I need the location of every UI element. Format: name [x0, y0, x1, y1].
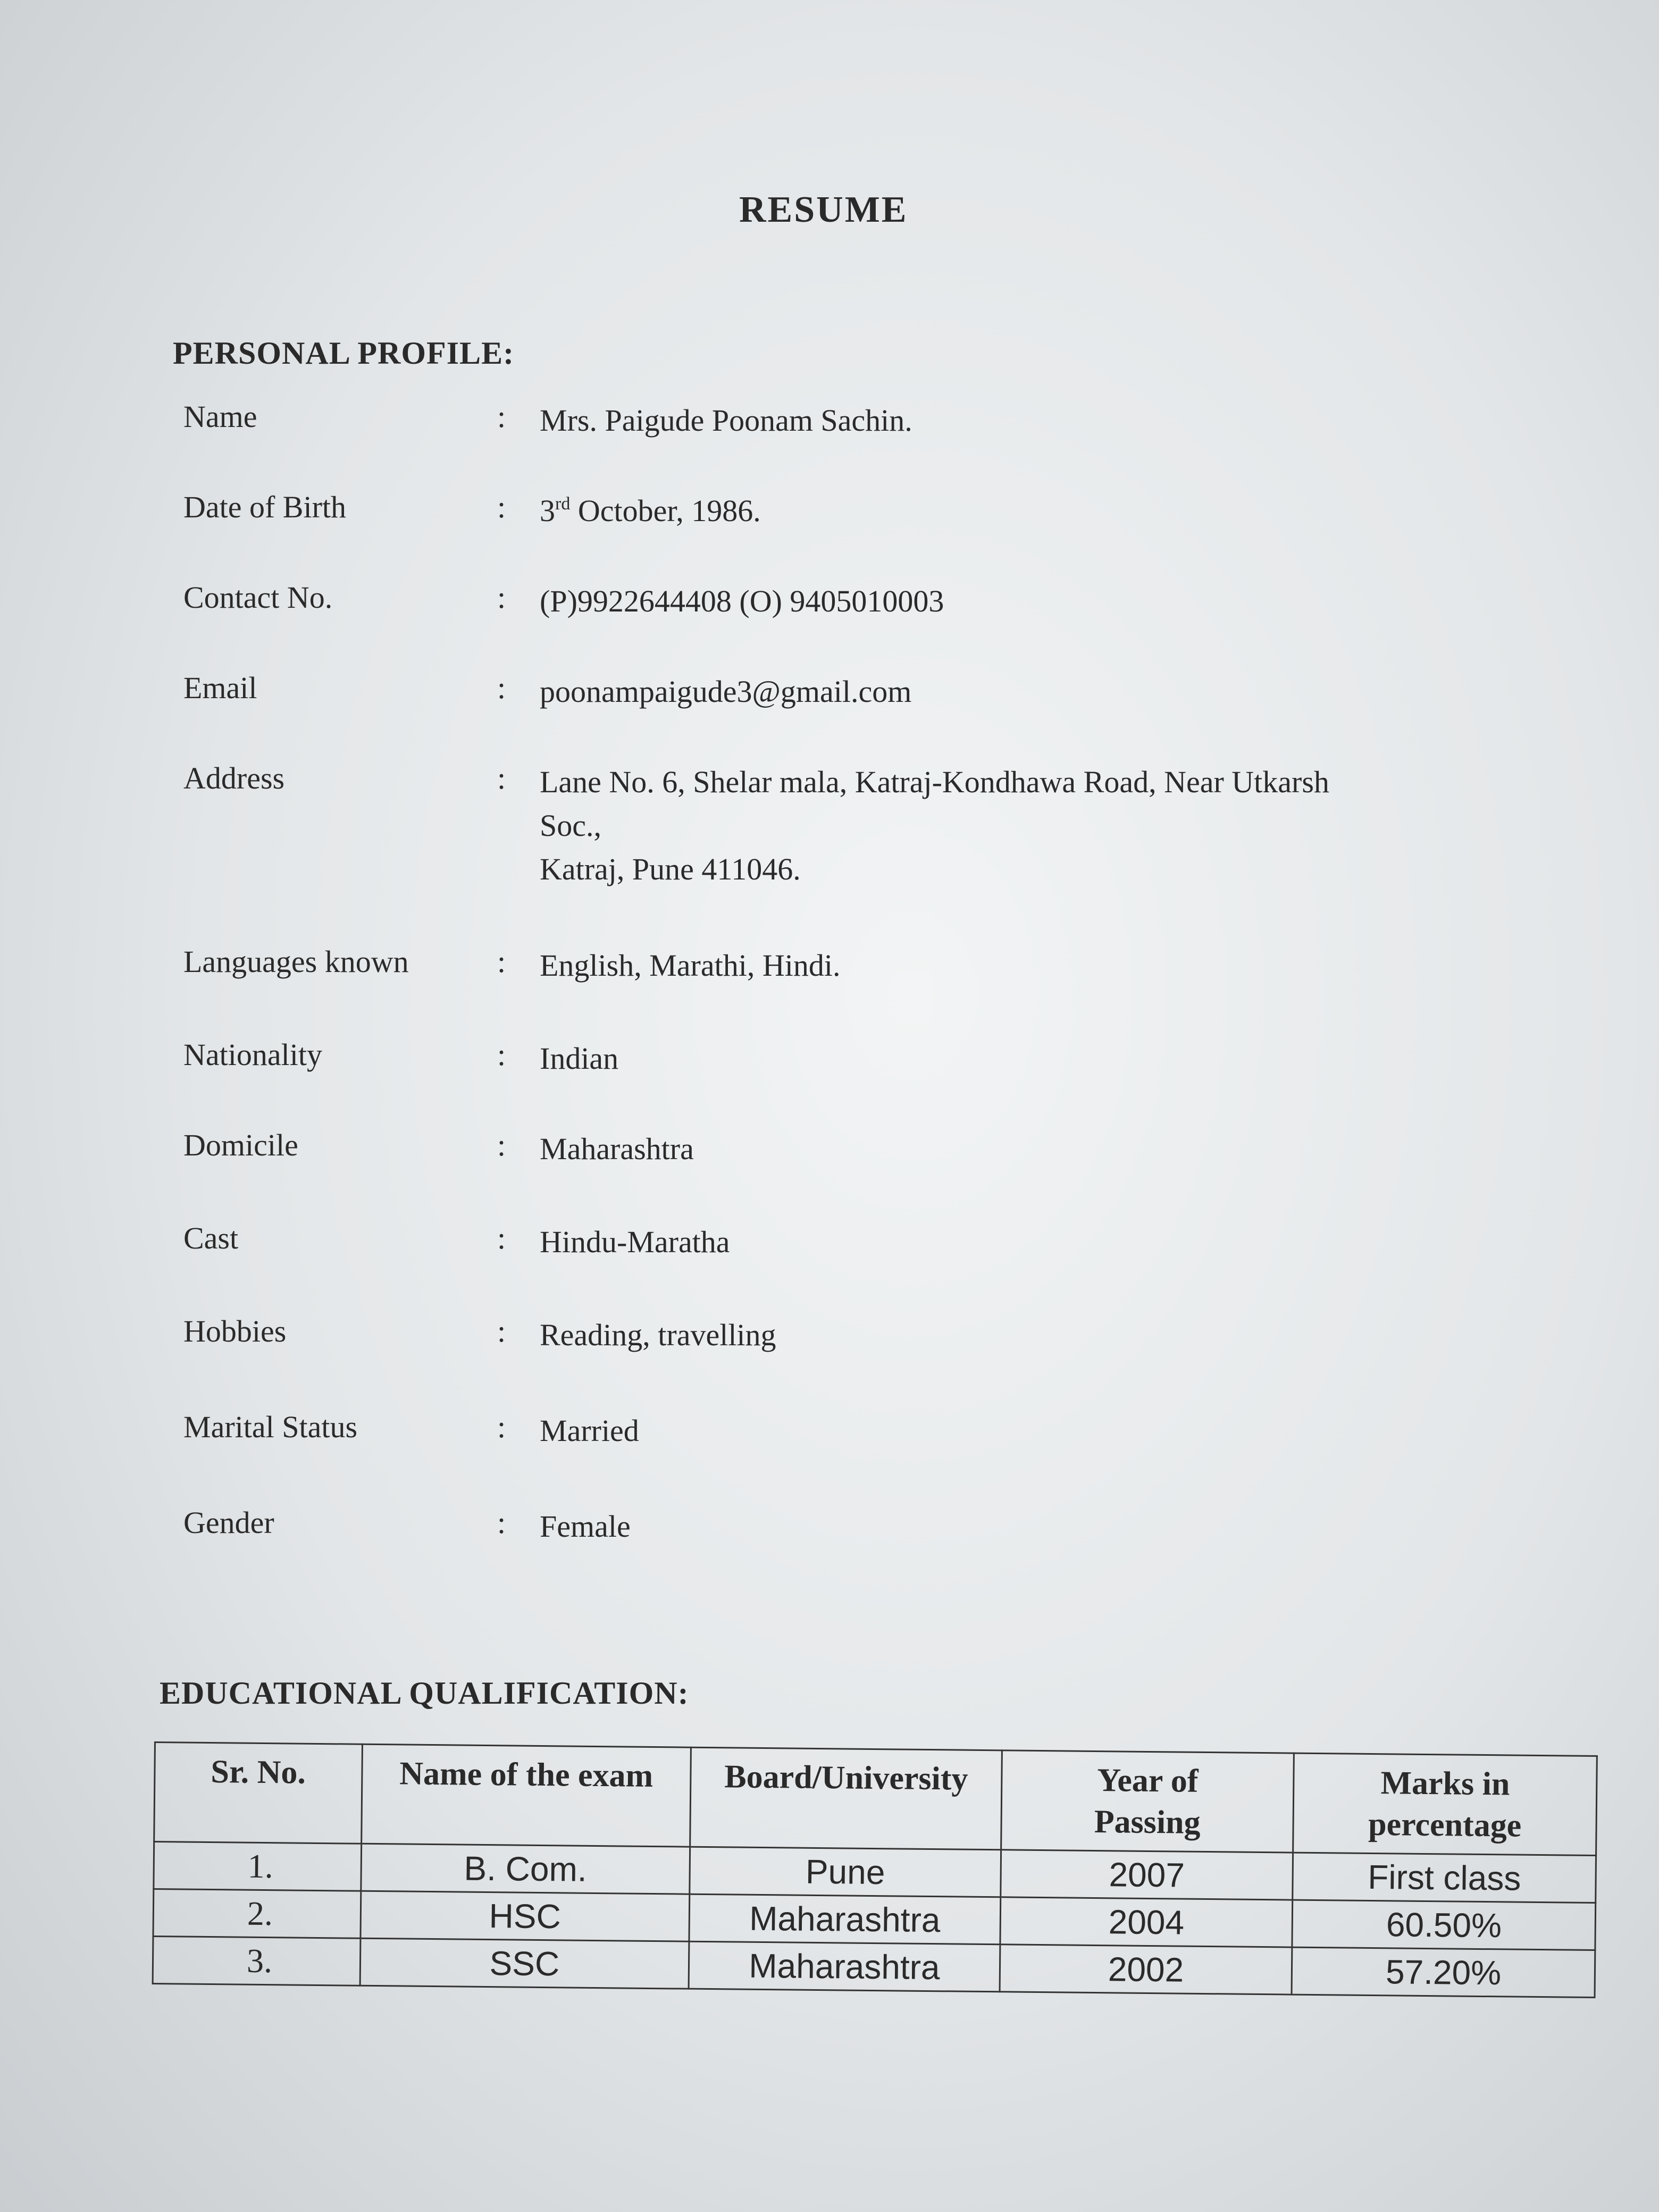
table-cell: 2007 — [1001, 1850, 1293, 1900]
profile-colon: : — [497, 1128, 506, 1162]
column-header: Board/University — [690, 1747, 1002, 1850]
profile-row-domicile — [183, 1127, 1513, 1180]
profile-label: Languages known — [183, 944, 409, 979]
profile-row-marital-status — [183, 1409, 1513, 1462]
profile-row-hobbies — [183, 1313, 1513, 1367]
educational-qualification-heading: EDUCATIONAL QUALIFICATION: — [160, 1675, 689, 1711]
profile-colon: : — [497, 1221, 506, 1255]
table-cell: Maharashtra — [689, 1894, 1000, 1945]
profile-label: Address — [183, 761, 285, 795]
table-cell: 2. — [153, 1889, 361, 1939]
profile-value: (P)9922644408 (O) 9405010003 — [540, 584, 944, 618]
profile-row-cast — [183, 1220, 1513, 1273]
profile-label: Hobbies — [183, 1314, 287, 1348]
education-table — [152, 1741, 1598, 1998]
profile-value — [540, 760, 1329, 891]
table-cell: Pune — [690, 1847, 1001, 1897]
table-cell: 1. — [154, 1842, 361, 1891]
table-cell: Maharashtra — [689, 1941, 1000, 1992]
profile-colon: : — [497, 671, 506, 705]
resume-title: RESUME — [739, 189, 908, 230]
profile-row-name — [183, 399, 1513, 452]
profile-label: Domicile — [183, 1128, 298, 1162]
profile-colon: : — [497, 761, 506, 795]
table-header-row — [154, 1742, 1597, 1856]
profile-value: Mrs. Paigude Poonam Sachin. — [540, 403, 912, 438]
profile-row-email — [183, 670, 1513, 723]
table-cell: 2002 — [1000, 1945, 1292, 1995]
address-line: Lane No. 6, Shelar mala, Katraj-Kondhawa Road, Near Utkarsh — [540, 765, 1329, 799]
profile-colon: : — [497, 1410, 506, 1444]
address-line: Katraj, Pune 411046. — [540, 852, 801, 886]
profile-value: Maharashtra — [540, 1132, 694, 1166]
profile-colon: : — [497, 490, 506, 524]
dob-day: 3 — [540, 493, 555, 528]
table-cell: 57.20% — [1292, 1947, 1595, 1997]
personal-profile-heading: PERSONAL PROFILE: — [173, 336, 515, 371]
profile-row-languages — [183, 944, 1513, 997]
profile-colon: : — [497, 399, 506, 434]
table-cell: First class — [1293, 1853, 1596, 1903]
profile-value: English, Marathi, Hindi. — [540, 948, 841, 983]
profile-label: Name — [183, 399, 257, 434]
table-cell: 60.50% — [1292, 1900, 1596, 1950]
address-line: Soc., — [540, 808, 601, 843]
profile-value: Married — [540, 1413, 639, 1448]
profile-colon: : — [497, 944, 506, 979]
profile-value: Hindu-Maratha — [540, 1225, 730, 1259]
column-header: Sr. No. — [154, 1742, 362, 1844]
profile-colon: : — [497, 1314, 506, 1348]
column-header: Year of Passing — [1001, 1750, 1294, 1853]
profile-colon: : — [497, 1505, 506, 1540]
profile-row-dob — [183, 489, 1513, 542]
profile-value: Indian — [540, 1041, 619, 1076]
profile-label: Nationality — [183, 1037, 322, 1072]
table-cell: 3. — [153, 1936, 360, 1985]
profile-label: Contact No. — [183, 580, 333, 615]
profile-label: Date of Birth — [183, 490, 347, 524]
column-header: Marks in percentage — [1293, 1753, 1597, 1855]
profile-row-contact — [183, 580, 1513, 633]
table-cell: HSC — [360, 1891, 689, 1941]
profile-value: Female — [540, 1509, 631, 1544]
profile-value: Reading, travelling — [540, 1318, 776, 1352]
profile-row-gender — [183, 1505, 1513, 1558]
profile-colon: : — [497, 580, 506, 615]
profile-label: Cast — [183, 1221, 239, 1255]
table-cell: 2004 — [1000, 1897, 1293, 1947]
profile-value: poonampaigude3@gmail.com — [540, 674, 912, 709]
profile-row-nationality — [183, 1037, 1513, 1090]
profile-value — [540, 489, 761, 533]
dob-rest: October, 1986. — [570, 493, 761, 528]
table-cell: B. Com. — [361, 1844, 690, 1894]
profile-label: Email — [183, 671, 257, 705]
profile-row-address — [183, 760, 1513, 899]
profile-label: Marital Status — [183, 1410, 358, 1444]
table-cell: SSC — [360, 1938, 689, 1989]
column-header: Name of the exam — [361, 1744, 691, 1847]
profile-colon: : — [497, 1037, 506, 1072]
profile-label: Gender — [183, 1505, 274, 1540]
dob-suffix: rd — [555, 494, 571, 514]
